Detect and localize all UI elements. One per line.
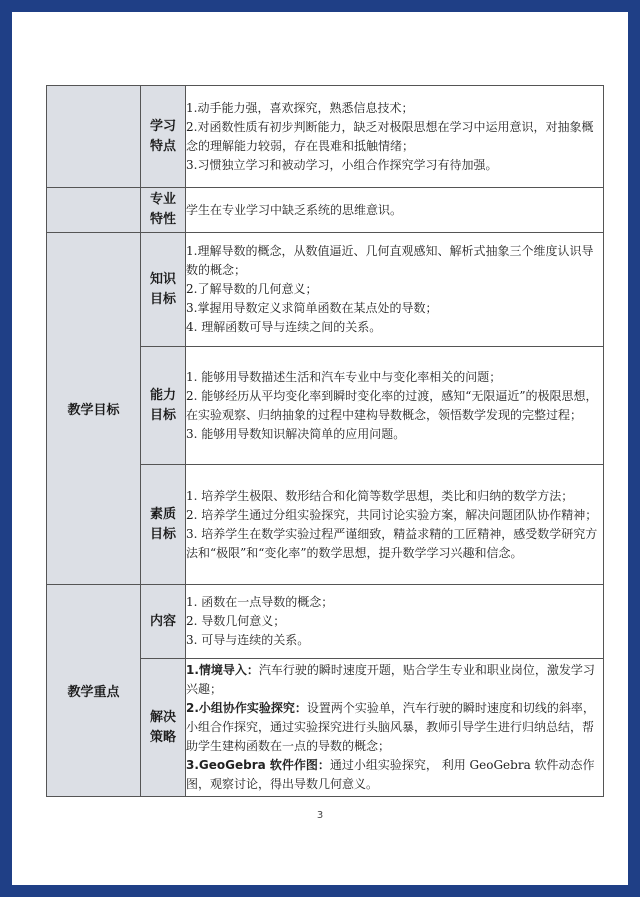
list-item: 2. 培养学生通过分组实验探究，共同讨论实验方案，解决问题团队协作精神； [186, 507, 598, 522]
label-learning-traits: 学习 特点 [141, 86, 186, 188]
label-strategy: 解决 策略 [141, 659, 186, 797]
list-item: 3. 能够用导数知识解决简单的应用问题。 [186, 426, 406, 441]
list-item: 3. 可导与连续的关系。 [186, 633, 310, 647]
list-item: 1.情境导入：汽车行驶的瞬时速度开题，贴合学生专业和职业岗位，激发学习兴趣； [186, 663, 595, 696]
label-content: 内容 [141, 585, 186, 659]
label-major-traits: 专业 特性 [141, 188, 186, 233]
list-item: 1. 能够用导数描述生活和汽车专业中与变化率相关的问题； [186, 369, 502, 384]
key-content [186, 585, 604, 659]
lesson-plan-table [46, 85, 604, 797]
list-item: 3.习惯独立学习和被动学习，小组合作探究学习有待加强。 [186, 157, 498, 172]
section-label-empty [47, 86, 141, 188]
list-item: 2.小组协作实验探究：设置两个实验单，汽车行驶的瞬时速度和切线的斜率，小组合作探究，通过实验探究进行头脑风暴，教师引导学生进行归纳总结，帮助学生建构函数在一点的导数的概念； [186, 701, 595, 753]
table-row [47, 233, 604, 347]
strategy-content [186, 659, 604, 797]
table-row [47, 585, 604, 659]
label-quality-goals: 素质 目标 [141, 465, 186, 585]
table-row [47, 86, 604, 188]
list-item: 2.对函数性质有初步判断能力，缺乏对极限思想在学习中运用意识，对抽象概念的理解能力较弱，存在畏难和抵触情绪； [186, 119, 594, 153]
page-number: 3 [316, 810, 324, 821]
section-key-points: 教学重点 [47, 585, 141, 797]
list-item: 1.动手能力强，喜欢探究，熟悉信息技术； [186, 100, 414, 115]
list-item: 2.了解导数的几何意义； [186, 282, 318, 296]
knowledge-goals-content [186, 233, 604, 347]
list-item: 1.理解导数的概念，从数值逼近、几何直观感知、解析式抽象三个维度认识导数的概念； [186, 244, 594, 277]
list-item: 3.掌握用导数定义求简单函数在某点处的导数； [186, 301, 438, 315]
list-item: 3. 培养学生在数学实验过程严谨细致，精益求精的工匠精神，感受数学研究方法和“极限”和“变化率”的数学思想，提升数学学习兴趣和信念。 [186, 526, 598, 560]
list-item: 2. 导数几何意义； [186, 614, 286, 628]
major-traits-content: 学生在专业学习中缺乏系统的思维意识。 [186, 188, 604, 233]
list-item: 1. 函数在一点导数的概念； [186, 595, 334, 609]
list-item: 3.GeoGebra 软件作图：通过小组实验探究， 利用 GeoGebra 软件动态作图，观察讨论，得出导数几何意义。 [186, 758, 595, 791]
table-row [47, 188, 604, 233]
document-page [12, 12, 628, 885]
section-label-empty [47, 188, 141, 233]
label-knowledge-goals: 知识 目标 [141, 233, 186, 347]
section-teaching-goals: 教学目标 [47, 233, 141, 585]
label-ability-goals: 能力 目标 [141, 347, 186, 465]
ability-goals-content [186, 347, 604, 465]
quality-goals-content [186, 465, 604, 585]
list-item: 1. 培养学生极限、数形结合和化简等数学思想，类比和归纳的数学方法； [186, 488, 574, 503]
learning-traits-content [186, 86, 604, 188]
list-item: 4. 理解函数可导与连续之间的关系。 [186, 320, 382, 334]
list-item: 2. 能够经历从平均变化率到瞬时变化率的过渡，感知“无限逼近”的极限思想，在实验观察、归纳抽象的过程中建构导数概念，领悟数学发现的完整过程； [186, 388, 598, 422]
